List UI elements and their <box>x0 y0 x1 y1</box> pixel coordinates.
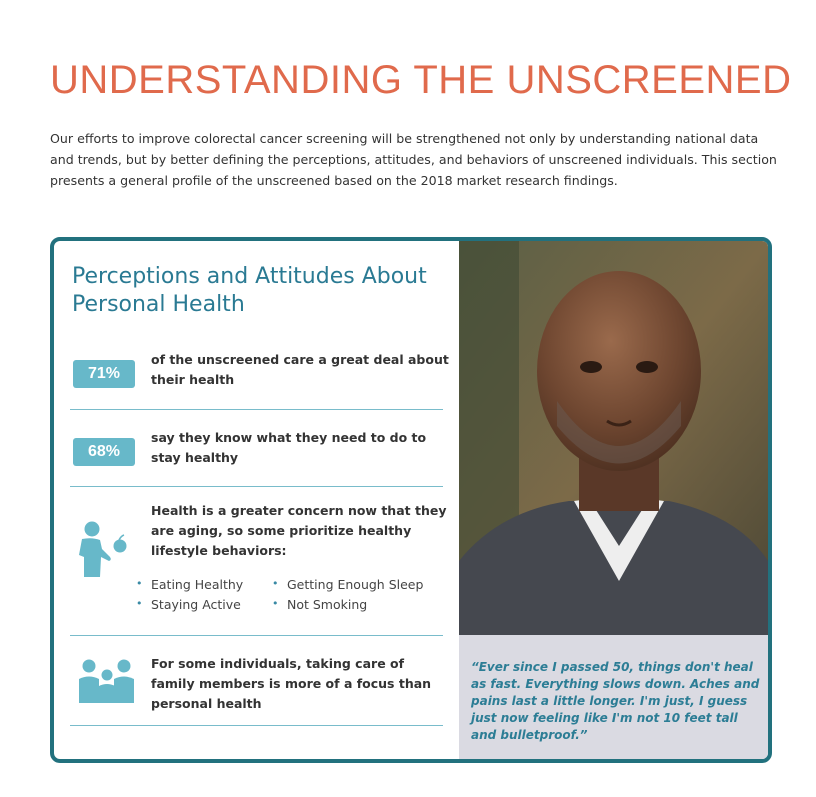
aging-statement: Health is a greater concern now that they are aging, so some prioritize healthy lifestyle behaviors: <box>151 503 447 558</box>
bullet-item: • Getting Enough Sleep <box>287 577 423 592</box>
quote-box <box>459 635 768 759</box>
divider <box>70 635 443 636</box>
divider <box>70 725 443 726</box>
bullet-item: • Eating Healthy <box>151 577 243 592</box>
percent-badge: 71% <box>73 360 135 388</box>
perceptions-card <box>50 237 772 763</box>
bullet-item: • Not Smoking <box>287 597 367 612</box>
intro-paragraph: Our efforts to improve colorectal cancer screening will be strengthened not only by understanding national data and trends, but by better defining the perceptions, attitudes, and behaviors of unscreened individuals. This section presents a general profile of the unscreened based on the 2018 market research findings. <box>50 131 777 188</box>
divider <box>70 409 443 410</box>
card-left-panel <box>54 241 459 759</box>
testimonial-quote: “Ever since I passed 50, things don't heal as fast. Everything slows down. Aches and pains last a little longer. I'm just, I guess just now feeling like I'm not 10 feet tall and bulletproof.” <box>471 660 760 742</box>
card-right-panel <box>459 241 768 759</box>
family-icon <box>78 659 136 703</box>
bullet-item: • Staying Active <box>151 597 241 612</box>
person-with-apple-icon <box>76 521 128 577</box>
percent-badge: 68% <box>73 438 135 466</box>
portrait-photo <box>459 241 768 635</box>
family-statement: For some individuals, taking care of family members is more of a focus than personal health <box>151 656 432 711</box>
stat-statement: of the unscreened care a great deal about their health <box>151 352 449 387</box>
stat-statement: say they know what they need to do to stay healthy <box>151 430 427 465</box>
page-title: UNDERSTANDING THE UNSCREENED <box>50 58 792 102</box>
card-title: Perceptions and Attitudes About Personal Health <box>72 264 427 317</box>
divider <box>70 486 443 487</box>
